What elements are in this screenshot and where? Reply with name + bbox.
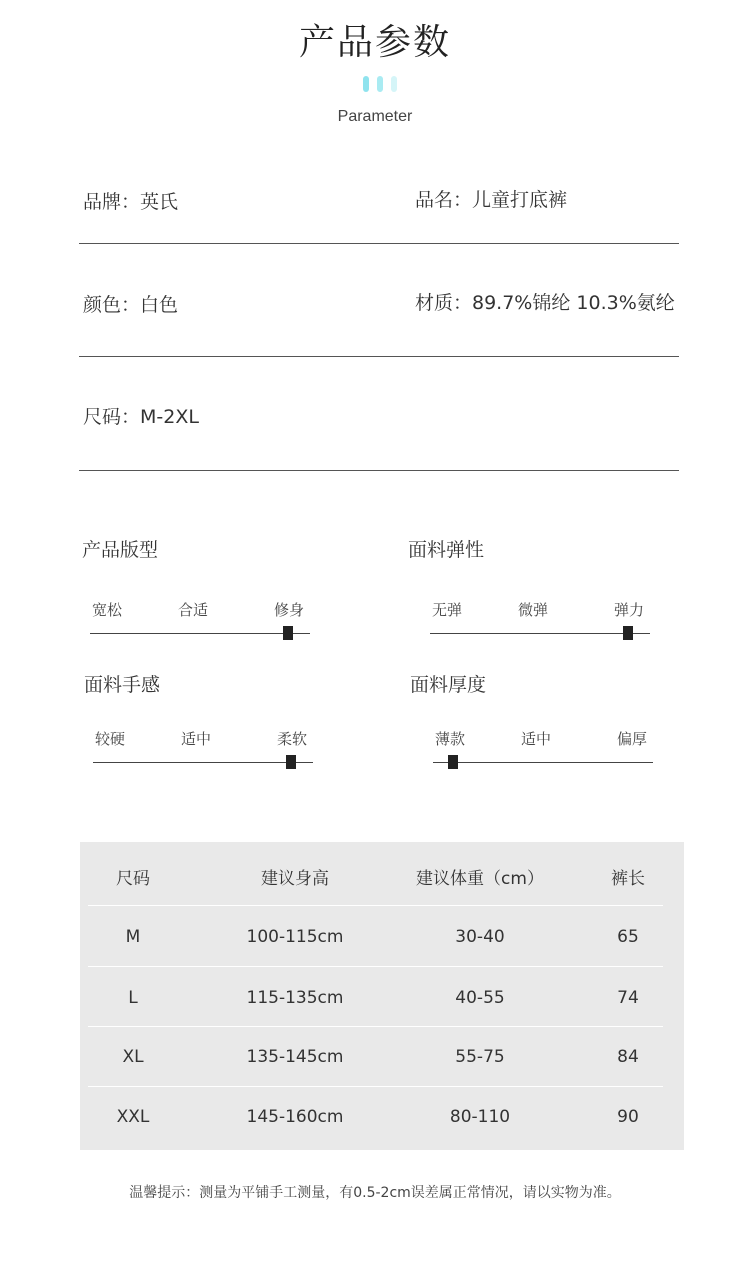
scale-label: 修身 (274, 601, 305, 619)
table-header-cell: 尺码 (116, 869, 150, 889)
param-brand: 品牌：英氏 (83, 191, 179, 213)
table-cell: 90 (617, 1107, 639, 1127)
scale-marker (448, 755, 458, 769)
scale-label: 适中 (181, 730, 212, 748)
scale-track (93, 762, 313, 763)
divider (79, 243, 679, 244)
table-cell: 40-55 (455, 988, 505, 1008)
table-header-cell: 裤长 (611, 869, 645, 889)
scale-label: 弹力 (614, 601, 645, 619)
scale-label: 较硬 (95, 730, 126, 748)
scale-track (90, 633, 310, 634)
accent-dot (377, 76, 383, 92)
table-divider (88, 966, 663, 967)
table-cell: XL (122, 1047, 144, 1067)
attribute-title: 面料弹性 (408, 539, 485, 561)
attribute-title: 面料手感 (84, 674, 161, 696)
table-cell: 74 (617, 988, 639, 1008)
divider (79, 356, 679, 357)
table-cell: 30-40 (455, 927, 505, 947)
scale-label: 微弹 (518, 601, 549, 619)
table-cell: 65 (617, 927, 639, 947)
table-row (80, 907, 684, 967)
page-title: 产品参数 (298, 22, 451, 63)
scale-marker (623, 626, 633, 640)
table-cell: M (125, 927, 141, 947)
table-cell: 115-135cm (246, 988, 344, 1008)
accent-dot (363, 76, 369, 92)
scale-marker (286, 755, 296, 769)
table-row (80, 1087, 684, 1147)
table-cell: 55-75 (455, 1047, 505, 1067)
attribute-title: 面料厚度 (410, 674, 487, 696)
divider (79, 470, 679, 471)
table-cell: 80-110 (449, 1107, 511, 1127)
decorative-dots (363, 76, 397, 94)
table-cell: XXL (116, 1107, 150, 1127)
elasticity-scale (430, 599, 650, 639)
table-divider (88, 905, 663, 906)
scale-marker (283, 626, 293, 640)
scale-track (433, 762, 653, 763)
table-header-cell: 建议体重（cm） (416, 869, 544, 889)
table-cell: 84 (617, 1047, 639, 1067)
scale-label: 无弹 (432, 601, 463, 619)
table-cell: 135-145cm (246, 1047, 344, 1067)
table-header-row (80, 849, 684, 909)
scale-track (430, 633, 650, 634)
fit-scale (90, 599, 310, 639)
table-cell: 100-115cm (246, 927, 344, 947)
scale-label: 偏厚 (617, 730, 648, 748)
param-size: 尺码：M-2XL (83, 406, 199, 428)
scale-label: 合适 (178, 601, 209, 619)
scale-label: 宽松 (92, 601, 123, 619)
table-cell: 145-160cm (246, 1107, 344, 1127)
hand-feel-scale (93, 728, 313, 768)
thickness-scale (433, 728, 653, 768)
param-material: 材质：89.7%锦纶 10.3%氨纶 (415, 292, 675, 314)
scale-label: 薄款 (435, 730, 466, 748)
param-product-name: 品名：儿童打底裤 (415, 189, 568, 211)
scale-label: 适中 (521, 730, 552, 748)
table-header-cell: 建议身高 (261, 869, 329, 889)
accent-dot (391, 76, 397, 92)
table-cell: L (128, 988, 138, 1008)
scale-label: 柔软 (277, 730, 308, 748)
attribute-title: 产品版型 (82, 539, 159, 561)
measurement-note: 温馨提示：测量为平铺手工测量，有0.5-2cm误差属正常情况，请以实物为准。 (129, 1185, 621, 1201)
table-row (80, 1027, 684, 1087)
page-subtitle: Parameter (337, 108, 413, 125)
param-color: 颜色：白色 (83, 294, 179, 316)
table-row (80, 968, 684, 1028)
